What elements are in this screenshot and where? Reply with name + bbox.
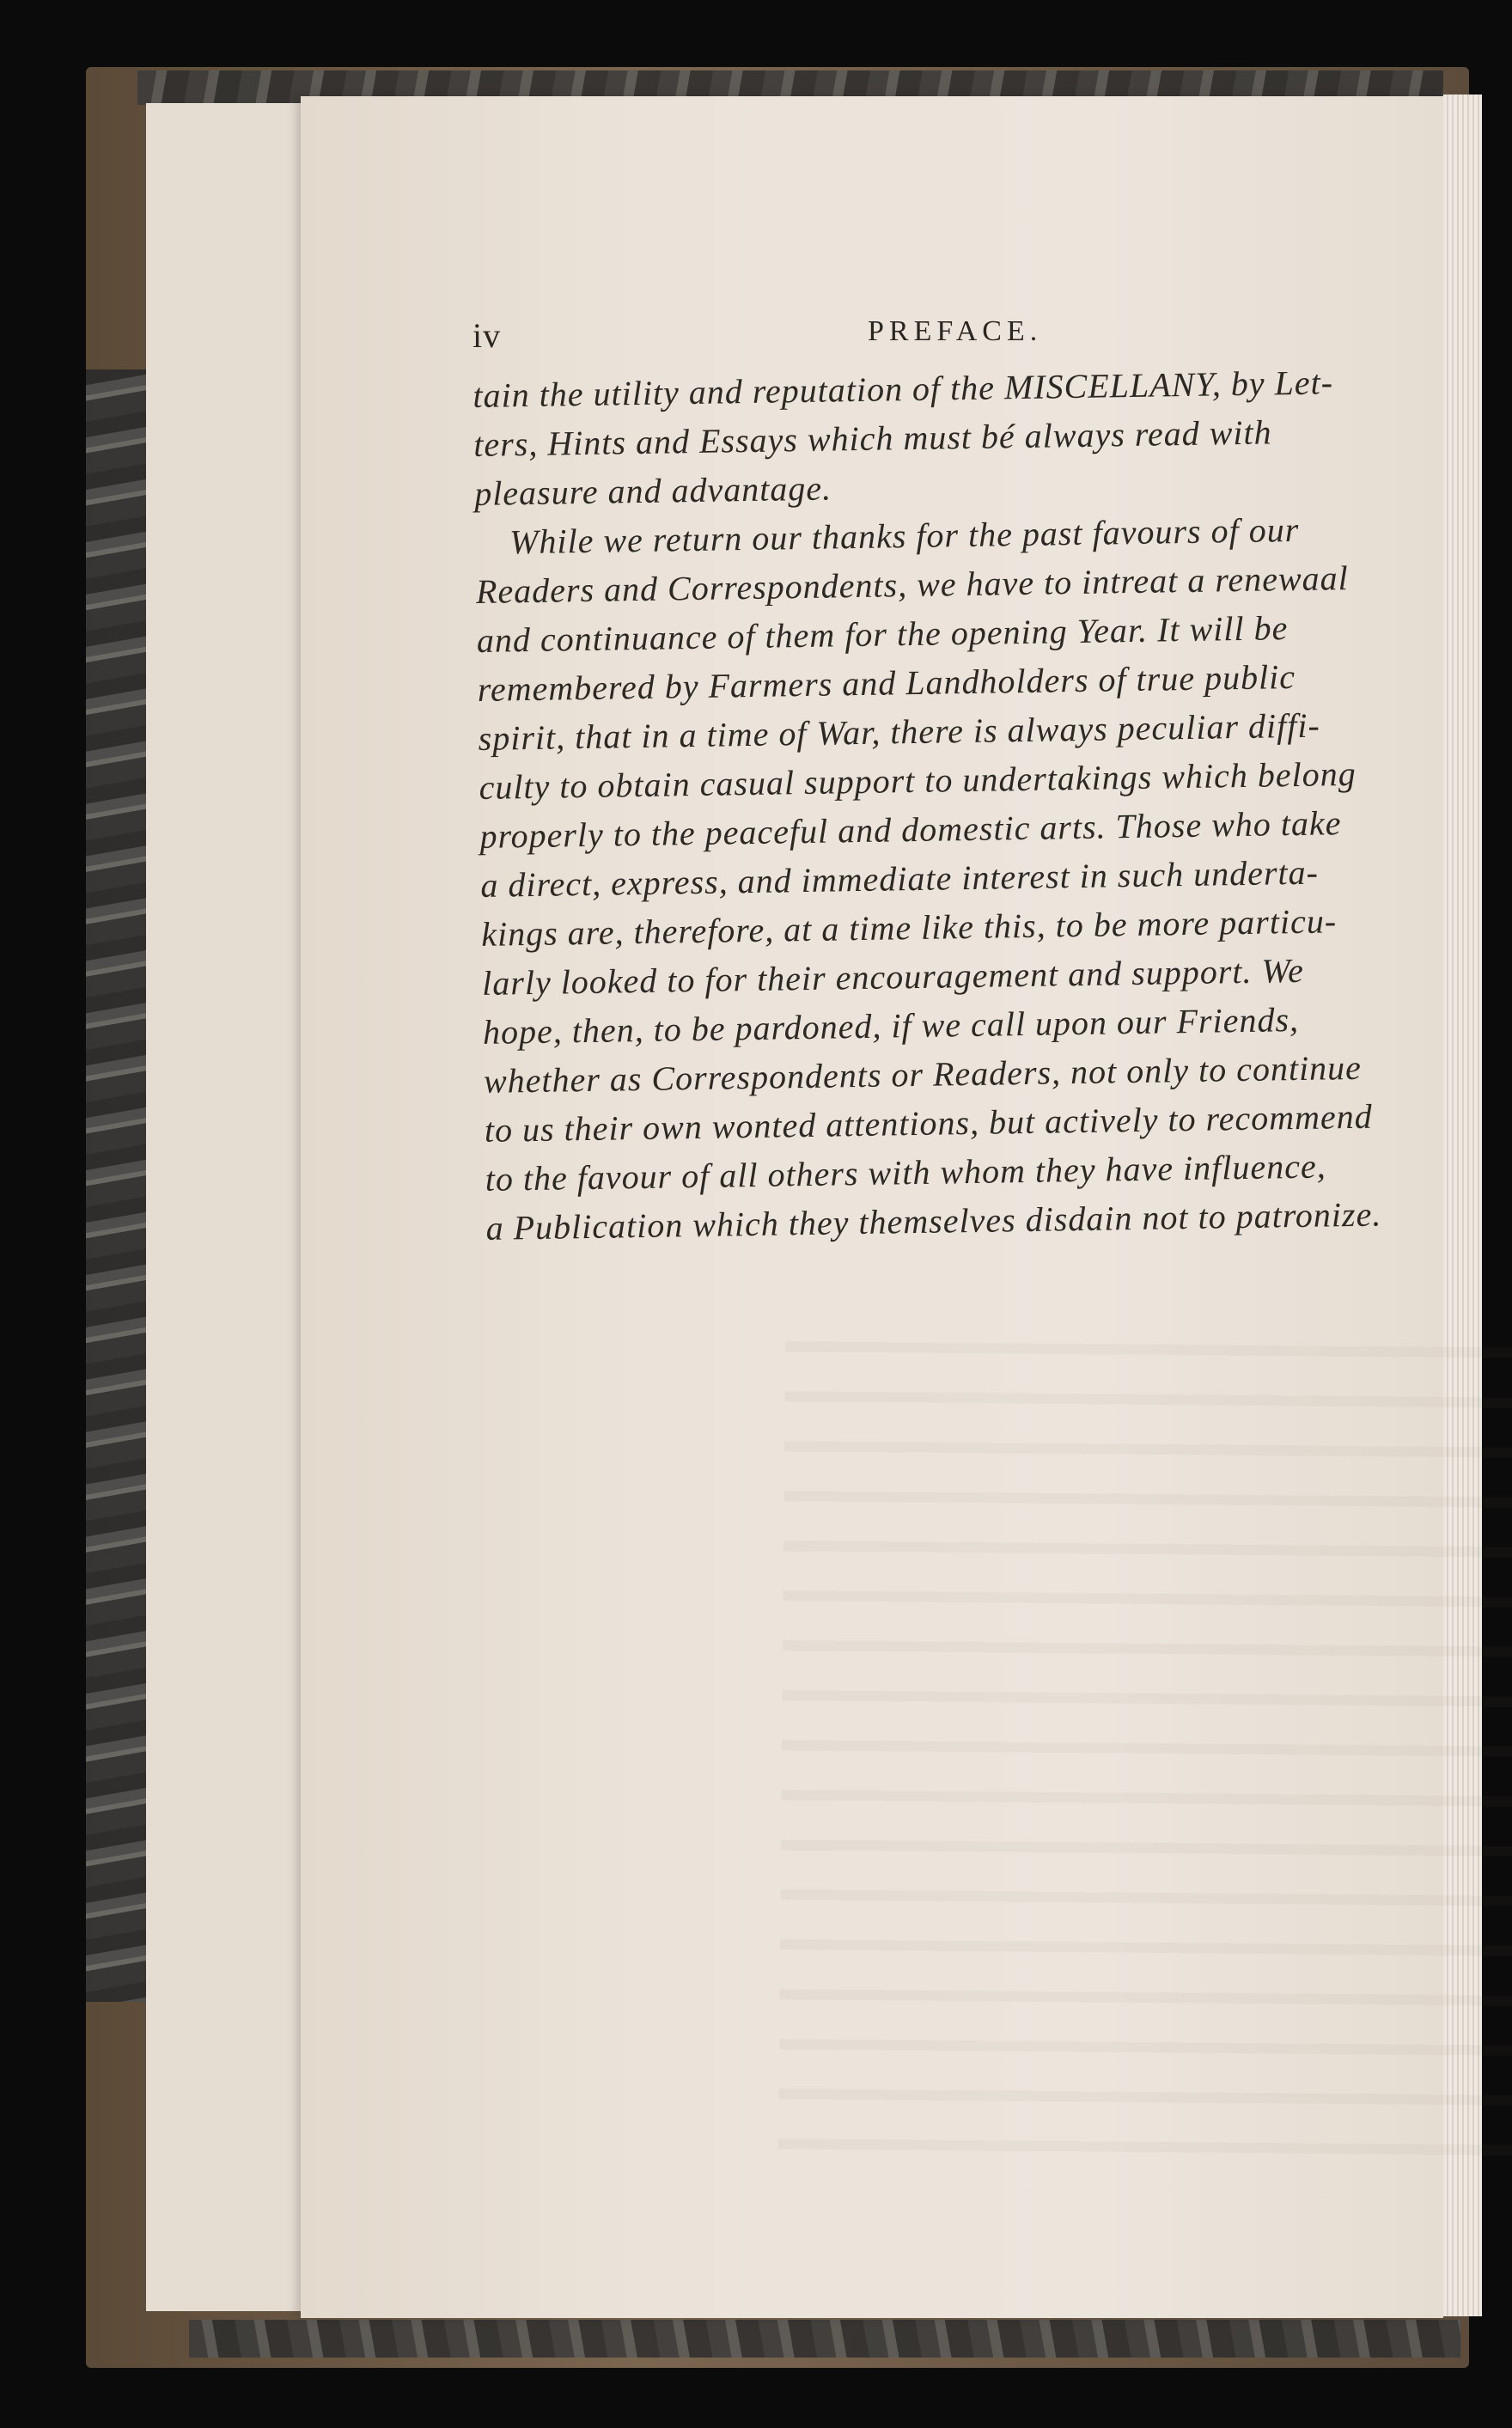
show-through-text (778, 1329, 1512, 2197)
text-line: While we return our thanks for the past favours of our (509, 509, 1300, 562)
page-header (301, 315, 1443, 358)
text-line: properly to the peaceful and domestic arts. Those who take (479, 803, 1342, 856)
text-line: kings are, therefore, at a time like this, to be more particu- (480, 901, 1338, 954)
text-line: and continuance of them for the opening Year. It will be (476, 608, 1289, 660)
text-line: spirit, that in a time of War, there is always peculiar diffi- (478, 705, 1321, 758)
text-line: ters, Hints and Essays which must bé always read with (472, 412, 1272, 464)
text-line: whether as Correspondents or Readers, not only to continue (483, 1047, 1363, 1101)
text-line: Readers and Correspondents, we have to intreat a renewaal (475, 558, 1350, 611)
text-line: larly looked to for their encouragement and support. We (481, 950, 1305, 1003)
running-head: PREFACE. (868, 315, 1043, 347)
flyleaf (146, 103, 319, 2311)
book-page (301, 96, 1443, 2318)
text-line: remembered by Farmers and Landholders of true public (477, 656, 1296, 709)
text-line: a Publication which they themselves disdain not to patronize. (485, 1194, 1382, 1248)
text-line: culty to obtain casual support to undertakings which belong (479, 753, 1357, 807)
text-line: pleasure and advantage. (473, 468, 832, 513)
text-line: tain the utility and reputation of the MISCELLANY, by Let- (472, 363, 1334, 415)
body-text (472, 351, 1512, 1253)
page-number: iv (472, 316, 502, 355)
marbled-board-left (86, 369, 155, 2002)
marbled-board-bottom (189, 2320, 1460, 2358)
text-line: a direct, express, and immediate interest in such underta- (480, 852, 1320, 905)
text-line: to the favour of all others with whom they have influence, (485, 1146, 1326, 1199)
text-line: to us their own wonted attentions, but actively to recommend (484, 1096, 1374, 1150)
text-line: hope, then, to be pardoned, if we call upon our Friends, (482, 999, 1300, 1052)
